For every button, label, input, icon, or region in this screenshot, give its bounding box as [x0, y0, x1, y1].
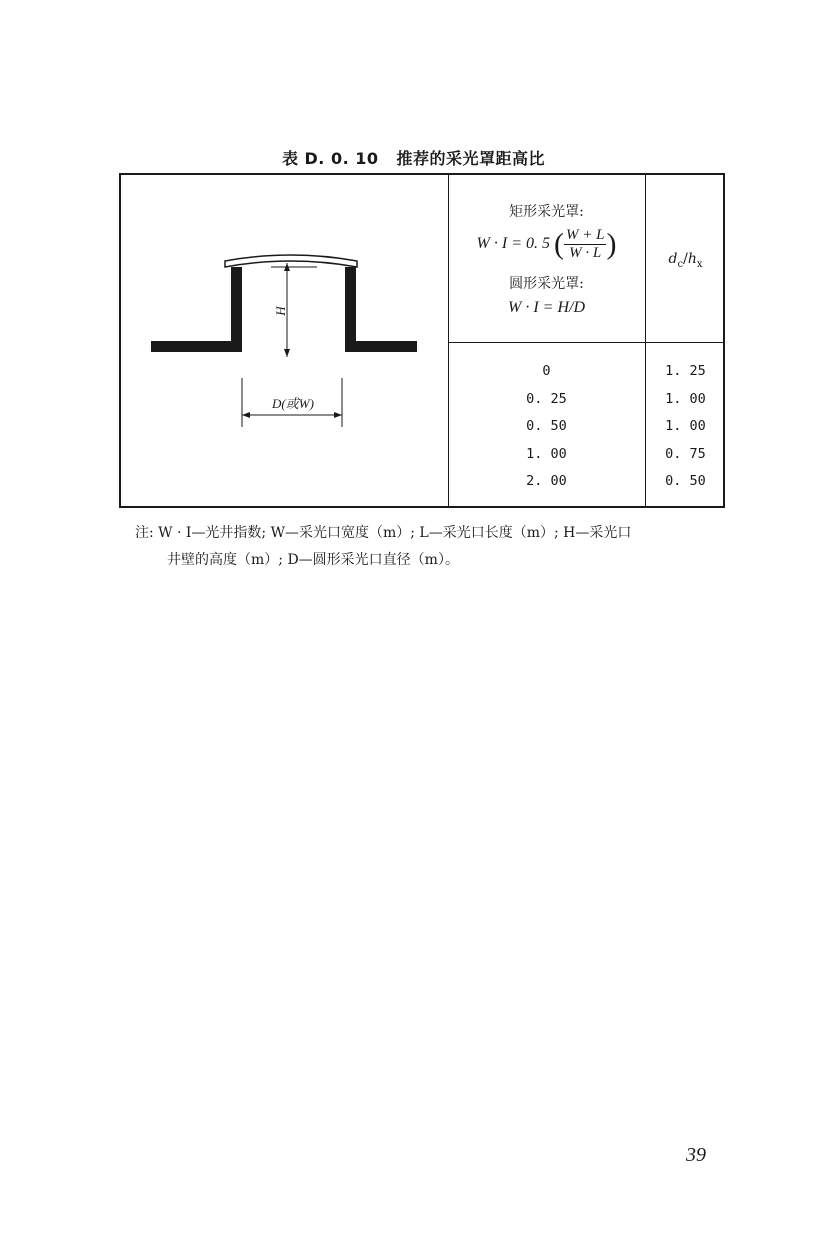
left-roof-slab: [151, 341, 242, 352]
ratio-value: 0. 50: [665, 473, 706, 489]
ratio-value: 1. 00: [665, 418, 706, 434]
table-note: [135, 520, 735, 574]
skylight-section-diagram: [121, 175, 447, 506]
wi-value: 0. 50: [526, 418, 567, 434]
note-line-2: 井壁的高度（m）; D—圆形采光口直径（m）。: [167, 552, 459, 568]
ratio-value: 1. 25: [665, 363, 706, 379]
table-number: 表 D. 0. 10: [281, 149, 379, 168]
round-formula: W · I = H/D: [507, 299, 585, 316]
right-wall: [345, 267, 356, 351]
wi-value: 0. 25: [526, 391, 567, 407]
note-line-1: 注: W · I—光井指数; W—采光口宽度（m）; L—采光口长度（m）; H—采光口: [135, 525, 632, 541]
right-roof-slab: [345, 341, 417, 352]
header-divider: [448, 342, 723, 343]
left-wall: [231, 267, 242, 351]
table-caption: 推荐的采光罩距高比: [396, 149, 546, 168]
rect-formula: W · I = 0. 5 ( $\frac{W + L}{W \cdot L}$ ): [476, 227, 617, 261]
skylight-ratio-table: [119, 173, 725, 508]
table-title: [0, 146, 827, 169]
rect-formula-denominator: W · L: [569, 245, 602, 261]
dome-cover: [225, 255, 357, 267]
width-label: D(或W): [272, 396, 314, 411]
ratio-value: 0. 75: [665, 446, 706, 462]
rect-formula-lhs: W · I = 0. 5: [476, 235, 550, 253]
rect-formula-numerator: W + L: [565, 227, 605, 243]
ratio-value: 1. 00: [665, 391, 706, 407]
page-number: 39: [686, 1144, 706, 1166]
round-skylight-label: 圆形采光罩:: [509, 276, 584, 292]
wi-value: 1. 00: [526, 446, 567, 462]
height-label: H: [273, 306, 288, 316]
wi-value: 0: [542, 363, 551, 379]
ratio-header: $d_c/h_x$: [668, 251, 703, 270]
rect-skylight-label: 矩形采光罩:: [509, 204, 584, 220]
wi-value: 2. 00: [526, 473, 567, 489]
